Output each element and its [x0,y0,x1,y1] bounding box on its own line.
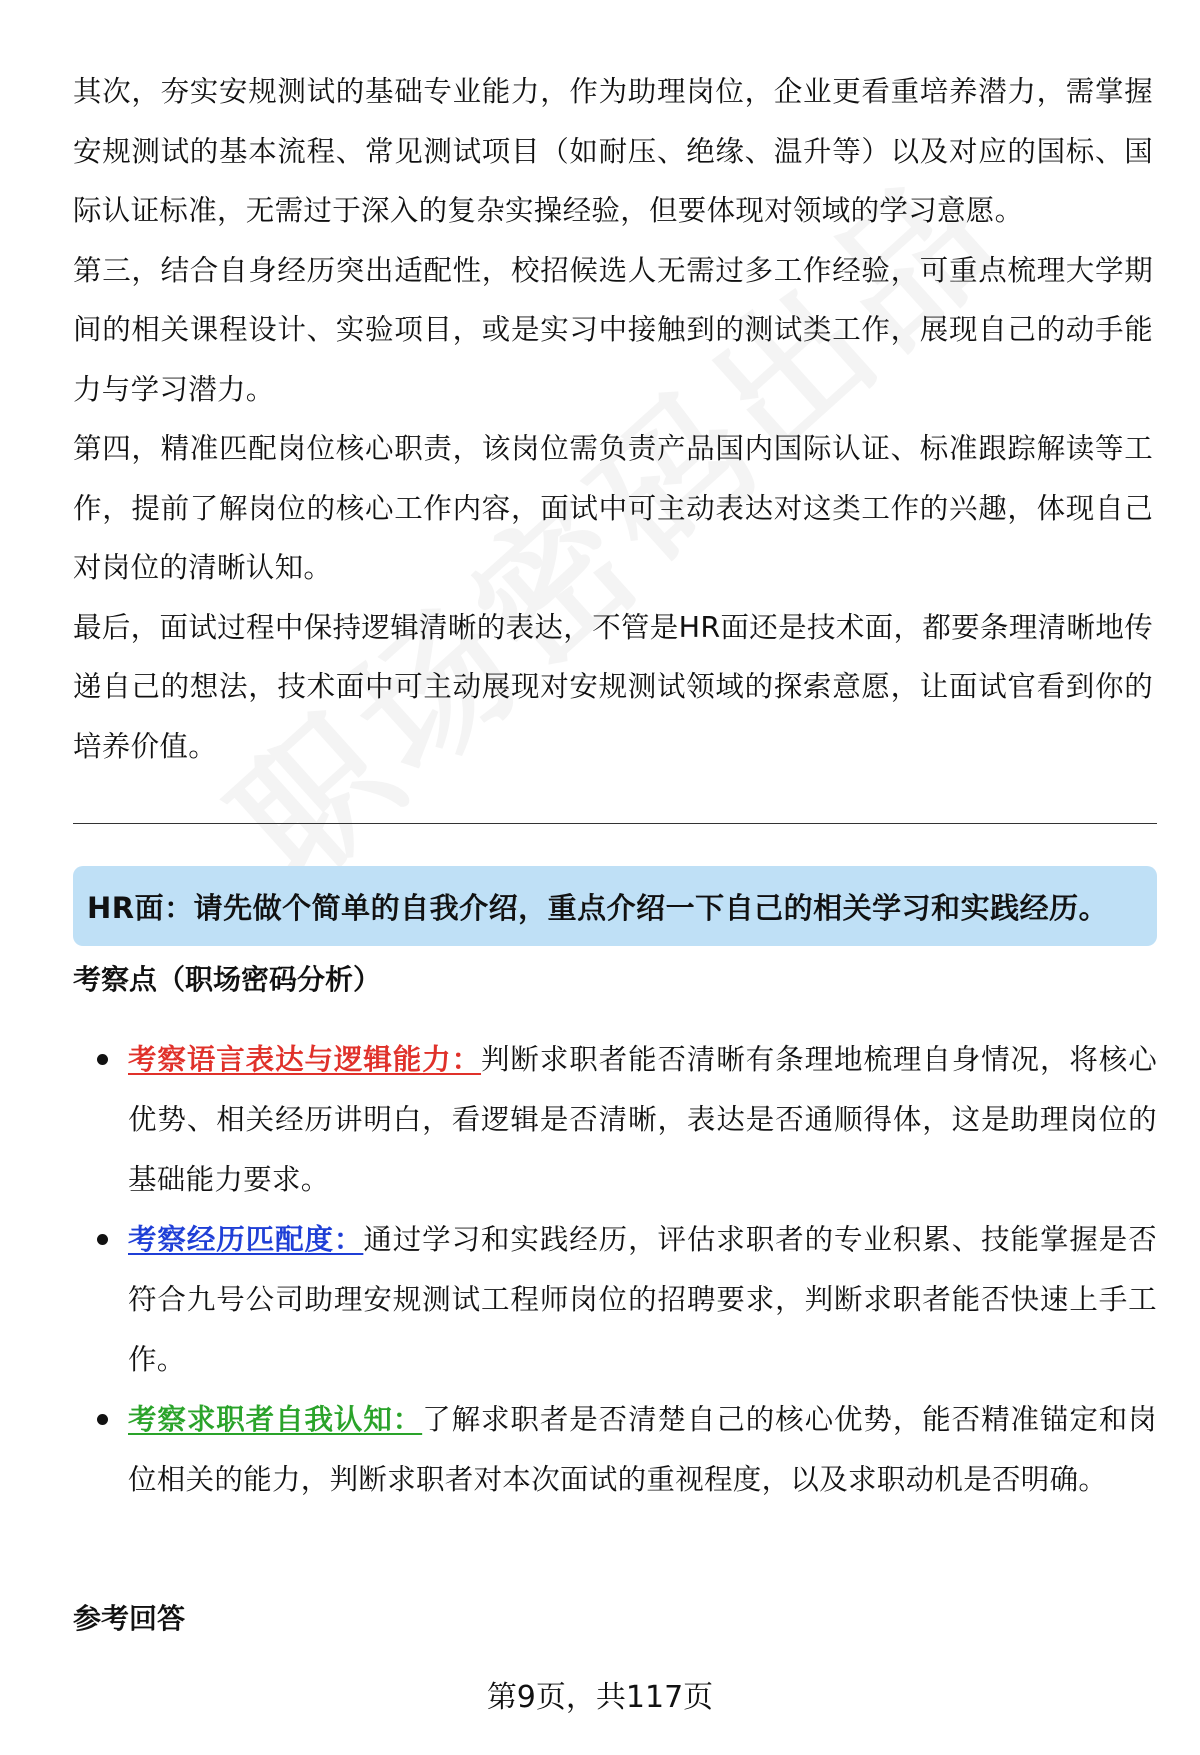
point-text: 了解求职者是否清楚自己的核心优势，能否精准锚定和岗位相关的能力，判断求职者对本次面试的重视程度，以及求职动机是否明确。 [128,1403,1157,1496]
paragraph: 其次，夯实安规测试的基础专业能力，作为助理岗位，企业更看重培养潜力，需掌握安规测试的基本流程、常见测试项目（如耐压、绝缘、温升等）以及对应的国标、国际认证标准，无需过于深入的复杂实操经验，但要体现对领域的学习意愿。 [73,75,1153,227]
question-box [73,866,1157,946]
question-text: HR面：请先做个简单的自我介绍，重点介绍一下自己的相关学习和实践经历。 [87,890,1109,925]
point-keyword: 考察经历匹配度： [128,1223,364,1256]
point-text: 通过学习和实践经历，评估求职者的专业积累、技能掌握是否符合九号公司助理安规测试工程师岗位的招聘要求，判断求职者能否快速上手工作。 [128,1223,1157,1376]
list-item [73,1210,1157,1390]
divider [73,823,1157,824]
analysis-points [73,1030,1157,1510]
paragraph: 第三，结合自身经历突出适配性，校招候选人无需过多工作经验，可重点梳理大学期间的相关课程设计、实验项目，或是实习中接触到的测试类工作，展现自己的动手能力与学习潜力。 [73,253,1153,406]
answer-heading: 参考回答 [73,1602,186,1635]
paragraph: 第四，精准匹配岗位核心职责，该岗位需负责产品国内国际认证、标准跟踪解读等工作，提前了解岗位的核心工作内容，面试中可主动表达对这类工作的兴趣，体现自己对岗位的清晰认知。 [73,432,1153,584]
point-keyword: 考察求职者自我认知： [128,1403,423,1436]
bullet-icon [97,1414,108,1425]
point-text: 判断求职者能否清晰有条理地梳理自身情况，将核心优势、相关经历讲明白，看逻辑是否清晰，表达是否通顺得体，这是助理岗位的基础能力要求。 [128,1043,1157,1196]
body-text [73,62,1153,776]
list-item [73,1030,1157,1210]
bullet-icon [97,1054,108,1065]
point-keyword: 考察语言表达与逻辑能力： [128,1043,482,1076]
bullet-icon [97,1234,108,1245]
paragraph: 最后，面试过程中保持逻辑清晰的表达，不管是HR面还是技术面，都要条理清晰地传递自己的想法，技术面中可主动展现对安规测试领域的探索意愿，让面试官看到你的培养价值。 [73,610,1153,763]
analysis-heading: 考察点（职场密码分析） [73,963,382,996]
page-number: 第9页，共117页 [486,1680,714,1715]
list-item [73,1390,1157,1510]
